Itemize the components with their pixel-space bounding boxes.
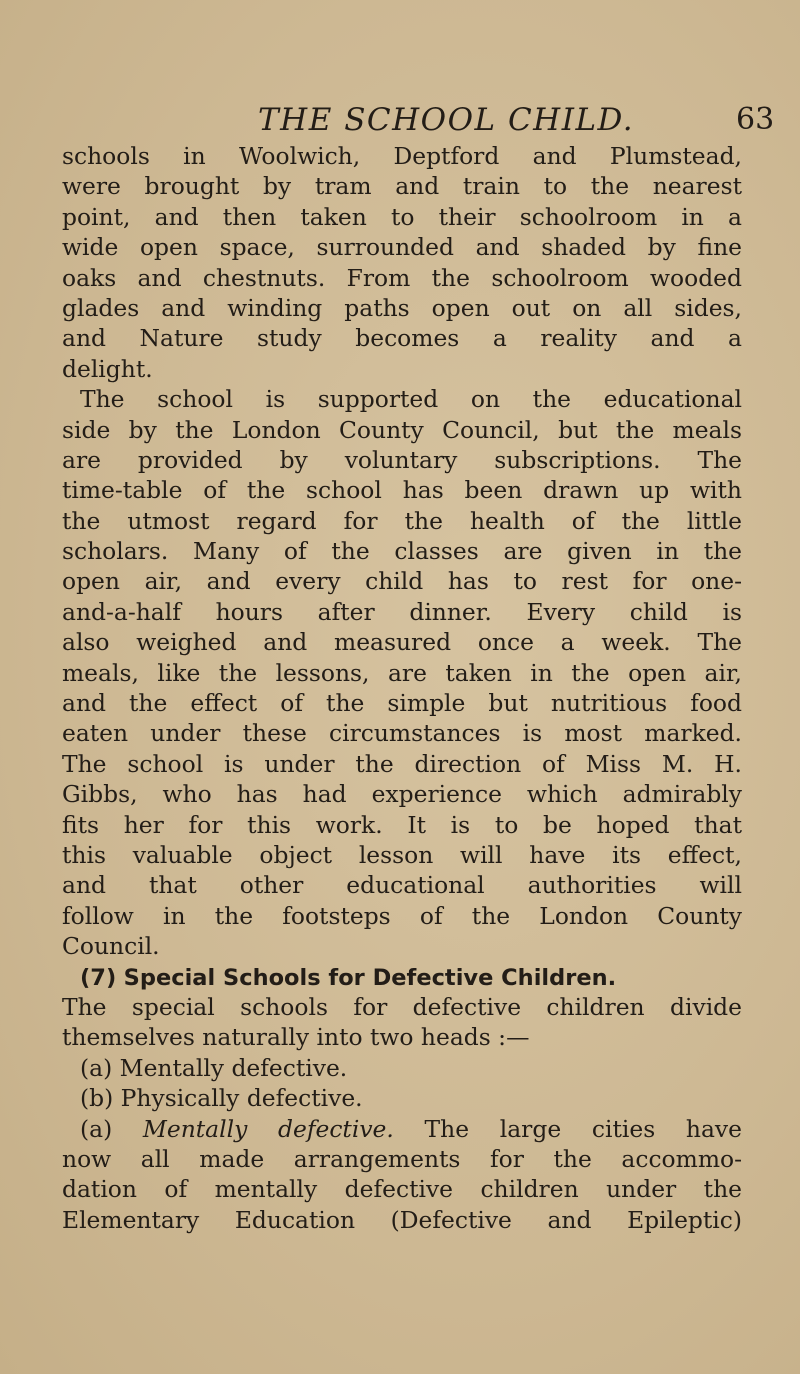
text-line: fits her for this work. It is to be hoped that — [62, 810, 742, 839]
text-line: this valuable object lesson will have its effect, — [62, 840, 742, 869]
text-line: The special schools for defective children divide — [62, 992, 742, 1021]
text-line: oaks and chestnuts. From the schoolroom wooded — [62, 263, 742, 292]
text-line: Elementary Education (Defective and Epileptic) — [62, 1205, 742, 1234]
list-marker: (b) — [80, 1084, 114, 1113]
list-marker: (a) — [80, 1053, 113, 1082]
text-line: now all made arrangements for the accommo- — [62, 1144, 742, 1173]
text-line: delight. — [62, 354, 153, 383]
subsection-text: The large cities have — [424, 1114, 742, 1143]
text-line: point, and then taken to their schoolroom in a — [62, 202, 742, 231]
text-line: are provided by voluntary subscriptions. The — [62, 445, 742, 474]
subsection-title: Mentally defective. — [142, 1114, 394, 1143]
subsection-marker: (a) — [80, 1114, 113, 1143]
text-line: and-a-half hours after dinner. Every child is — [62, 597, 742, 626]
text-line: meals, like the lessons, are taken in the open air, — [62, 658, 742, 687]
list-item — [62, 1083, 742, 1113]
text-line: dation of mentally defective children under the — [62, 1175, 742, 1204]
text-line: schools in Woolwich, Deptford and Plumstead, — [62, 142, 742, 170]
running-title: THE SCHOOL CHILD. — [258, 102, 635, 138]
section-title: Special Schools for Defective Children. — [123, 964, 617, 991]
body-text — [62, 141, 742, 1235]
text-line: and Nature study becomes a reality and a — [62, 324, 742, 353]
text-line: Gibbs, who has had experience which admirably — [62, 780, 742, 809]
list-item — [62, 1053, 742, 1083]
text-line: side by the London County Council, but the meals — [62, 415, 742, 444]
list-text: Physically defective. — [120, 1084, 363, 1113]
running-head — [0, 100, 800, 140]
list-text: Mentally defective. — [119, 1053, 348, 1082]
text-line: Council. — [62, 932, 160, 961]
text-line: themselves naturally into two heads :— — [62, 1023, 530, 1052]
text-line: the utmost regard for the health of the little — [62, 506, 742, 535]
text-line: and that other educational authorities will — [62, 871, 742, 900]
text-line: also weighed and measured once a week. The — [62, 628, 742, 657]
text-line: eaten under these circumstances is most marked. — [62, 719, 742, 748]
text-line: follow in the footsteps of the London County — [62, 901, 742, 930]
text-line: and the effect of the simple but nutritious food — [62, 689, 742, 718]
section-heading — [62, 962, 742, 992]
text-line: glades and winding paths open out on all sides, — [62, 293, 742, 322]
text-line: were brought by tram and train to the nearest — [62, 172, 742, 201]
section-number: (7) — [80, 964, 117, 991]
text-line: The school is under the direction of Miss M. H. — [62, 749, 742, 778]
text-line: The school is supported on the educational — [80, 385, 742, 414]
text-line: time-table of the school has been drawn up with — [62, 476, 742, 505]
text-line: scholars. Many of the classes are given in the — [62, 537, 742, 566]
subsection-first-line — [62, 1114, 742, 1144]
text-line: wide open space, surrounded and shaded by fine — [62, 233, 742, 262]
text-line: open air, and every child has to rest for one- — [62, 567, 742, 596]
page-number: 63 — [736, 102, 775, 137]
